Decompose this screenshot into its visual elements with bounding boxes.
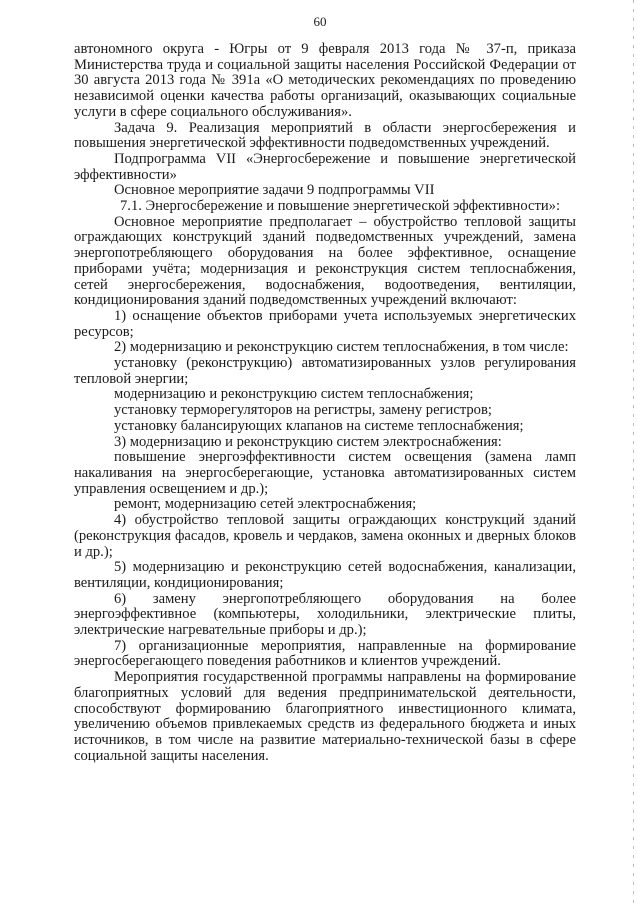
paragraph: Мероприятия государственной программы направлены на формирование благоприятных условий для ведения предпринимательской деятельности, способствуют формированию благоприятного инвестиционного климата, увеличению объемов привлекаемых средств из федерального бюджета и иных источников, в том числе на развитие материально-технической базы в сфере социальной защиты населения. (74, 669, 576, 764)
paragraph: 4) обустройство тепловой защиты ограждающих конструкций зданий (реконструкция фасадов, кровель и чердаков, замена оконных и дверных блоков и др.); (74, 512, 576, 560)
paragraph: установку балансирующих клапанов на системе теплоснабжения; (114, 417, 524, 434)
paragraph: повышение энергоэффективности систем освещения (замена ламп накаливания на энергосберегающие, установка автоматизированных систем управления освещением и др.); (74, 449, 576, 497)
paragraph: 3) модернизацию и реконструкцию систем электроснабжения: (114, 433, 502, 450)
paragraph: установку терморегуляторов на регистры, замену регистров; (114, 402, 492, 419)
paragraph: 6) замену энергопотребляющего оборудования на более энергоэффективное (компьютеры, холодильники, электрические плиты, электрические нагревательные приборы и др.); (74, 590, 576, 639)
paragraph: 2) модернизацию и реконструкцию систем теплоснабжения, в том числе: (114, 339, 569, 356)
paragraph: 7) организационные мероприятия, направленные на формирование энергосберегающего поведения работников и клиентов учреждений. (74, 637, 576, 670)
paragraph: 5) модернизацию и реконструкцию сетей водоснабжения, канализации, вентиляции, кондиционирования; (74, 559, 576, 591)
document-body (74, 42, 576, 764)
paragraph: 7.1. Энергосбережение и повышение энергетической эффективности»: (120, 198, 561, 215)
scan-edge (633, 0, 634, 905)
paragraph: ремонт, модернизацию сетей электроснабжения; (114, 496, 417, 513)
paragraph: 1) оснащение объектов приборами учета используемых энергетических ресурсов; (74, 307, 576, 340)
paragraph: Подпрограмма VII «Энергосбережение и повышение энергетической эффективности» (74, 150, 576, 183)
paragraph: Задача 9. Реализация мероприятий в области энергосбережения и повышения энергетической эффективности подведомственных учреждений. (74, 119, 576, 152)
paragraph: модернизацию и реконструкцию систем теплоснабжения; (114, 386, 474, 403)
paragraph: Основное мероприятие предполагает – обустройство тепловой защиты ограждающих конструкций зданий подведомственных учреждений, замена энергопотребляющего оборудования на более эффективное, оснащение приборами учёта; модернизация и реконструкция систем теплоснабжения, сетей энергосбережения, водоснабжения, водоотведения, вентиляции, кондиционирования зданий подведомственных учреждений включают: (74, 213, 576, 309)
page-number: 60 (313, 14, 327, 29)
paragraph: Основное мероприятие задачи 9 подпрограммы VII (114, 182, 435, 199)
paragraph: автономного округа - Югры от 9 февраля 2013 года № 37-п, приказа Министерства труда и социальной защиты населения Российской Федерации от 30 августа 2013 года № 391а «О методических рекомендациях по проведению независимой оценки качества работы организаций, оказывающих социальные услуги в сфере социального обслуживания». (74, 41, 576, 120)
paragraph: установку (реконструкцию) автоматизированных узлов регулирования тепловой энергии; (74, 355, 576, 387)
